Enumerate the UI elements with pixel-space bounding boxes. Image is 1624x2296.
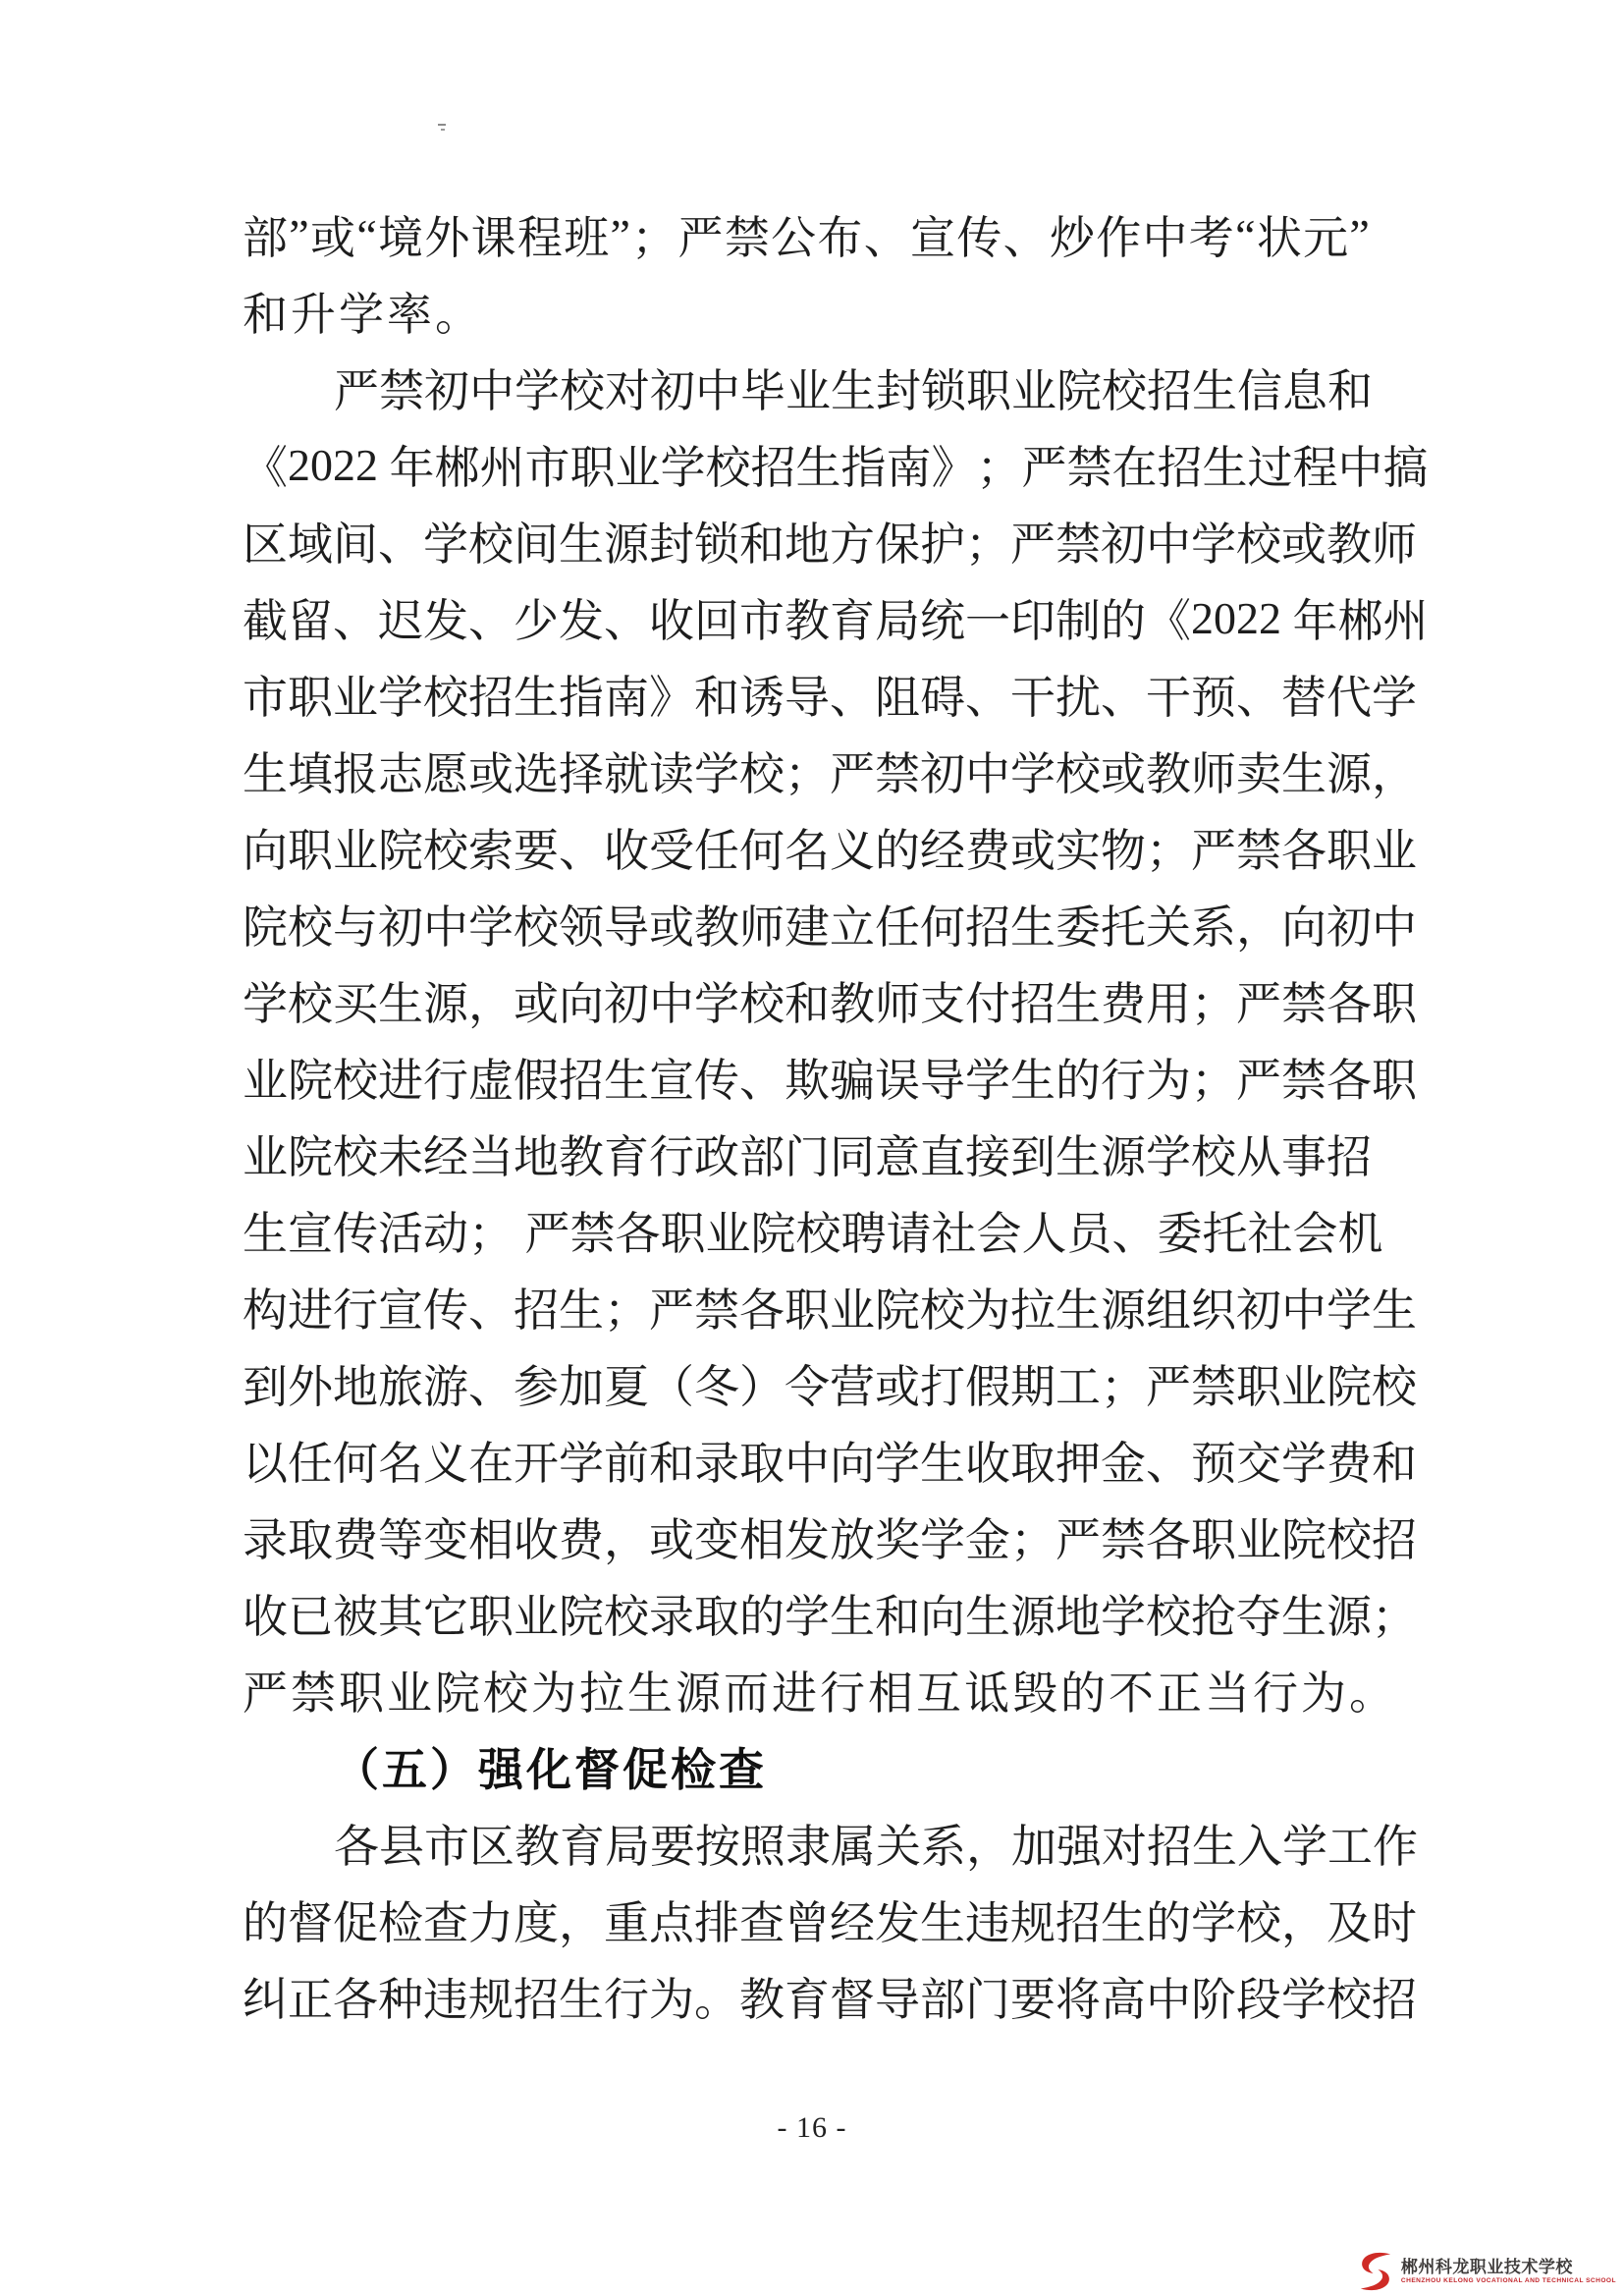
logo-text bbox=[1401, 2258, 1616, 2285]
text-line: 《 2 0 2 2 年 郴 州 市 职 业 学 校 招 生 指 南 》 ； 严 禁 在 招 生 过 程 中 搞 bbox=[243, 439, 1429, 493]
text-line: 学 校 买 生 源 ， 或 向 初 中 学 校 和 教 师 支 付 招 生 费 用 ； 严 禁 各 职 bbox=[243, 979, 1417, 1029]
text-line: 严 禁 职 业 院 校 为 拉 生 源 而 进 行 相 互 诋 毁 的 不 正 当 行 为 。 bbox=[243, 1668, 1394, 1719]
text-line: 向 职 业 院 校 索 要 、 收 受 任 何 名 义 的 经 费 或 实 物 ； 严 禁 各 职 业 bbox=[243, 826, 1417, 876]
text-line: 生 填 报 志 愿 或 选 择 就 读 学 校 ； 严 禁 初 中 学 校 或 教 师 卖 生 源 ， bbox=[243, 749, 1417, 799]
scan-artifact-icon bbox=[438, 124, 450, 136]
text-line: 业 院 校 未 经 当 地 教 育 行 政 部 门 同 意 直 接 到 生 源 学 校 从 事 招 bbox=[243, 1132, 1372, 1182]
text-line: 市 职 业 学 校 招 生 指 南 》 和 诱 导 、 阻 碍 、 干 扰 、 干 预 、 替 代 学 bbox=[243, 673, 1417, 723]
school-logo bbox=[1356, 2252, 1616, 2291]
text-line: 截 留 、 迟 发 、 少 发 、 收 回 市 教 育 局 统 一 印 制 的 《 2 0 2 2 年 郴 州 bbox=[243, 592, 1429, 646]
text-line: 构 进 行 宣 传 、 招 生 ； 严 禁 各 职 业 院 校 为 拉 生 源 组 织 初 中 学 生 bbox=[243, 1285, 1417, 1336]
text-line: 部 ” 或 “ 境 外 课 程 班 ” ； 严 禁 公 布 、 宣 传 、 炒 作 中 考 “ 状 元 ” bbox=[243, 209, 1370, 263]
page-number: - 16 - bbox=[777, 2111, 847, 2144]
text-line: 严 禁 初 中 学 校 对 初 中 毕 业 生 封 锁 职 业 院 校 招 生 信 息 和 bbox=[334, 366, 1373, 416]
school-name-cn: 郴州科龙职业技术学校 bbox=[1400, 2258, 1573, 2276]
text-line: 录 取 费 等 变 相 收 费 ， 或 变 相 发 放 奖 学 金 ； 严 禁 各 职 业 院 校 招 bbox=[243, 1515, 1417, 1565]
text-line: 纠 正 各 种 违 规 招 生 行 为 。 教 育 督 导 部 门 要 将 高 中 阶 段 学 校 招 bbox=[243, 1975, 1417, 2025]
school-name-en: CHENZHOU KELONG VOCATIONAL AND TECHNICAL SCHOOL bbox=[1400, 2277, 1616, 2284]
text-line: 各 县 市 区 教 育 局 要 按 照 隶 属 关 系 ， 加 强 对 招 生 入 学 工 作 bbox=[334, 1822, 1418, 1872]
text-line: 院 校 与 初 中 学 校 领 导 或 教 师 建 立 任 何 招 生 委 托 关 系 ， 向 初 中 bbox=[243, 902, 1417, 953]
text-line: 业 院 校 进 行 虚 假 招 生 宣 传 、 欺 骗 误 导 学 生 的 行 为 ； 严 禁 各 职 bbox=[243, 1056, 1417, 1106]
text-line: 的 督 促 检 查 力 度 ， 重 点 排 查 曾 经 发 生 违 规 招 生 的 学 校 ， 及 时 bbox=[243, 1898, 1417, 1948]
section-heading: （ 五 ） 强 化 督 促 检 查 bbox=[334, 1745, 764, 1795]
text-line: 到 外 地 旅 游 、 参 加 夏 （ 冬 ） 令 营 或 打 假 期 工 ； 严 禁 职 业 院 校 bbox=[243, 1362, 1417, 1412]
text-line: 区 域 间 、 学 校 间 生 源 封 锁 和 地 方 保 护 ； 严 禁 初 中 学 校 或 教 师 bbox=[243, 519, 1417, 570]
text-line: 收 已 被 其 它 职 业 院 校 录 取 的 学 生 和 向 生 源 地 学 校 抢 夺 生 源 ； bbox=[243, 1592, 1417, 1642]
text-line: 生 宣 传 活 动 ； 严 禁 各 职 业 院 校 聘 请 社 会 人 员 、 委 托 社 会 机 bbox=[243, 1209, 1383, 1259]
logo-swoosh-icon bbox=[1356, 2252, 1395, 2291]
text-line: 以 任 何 名 义 在 开 学 前 和 录 取 中 向 学 生 收 取 押 金 、 预 交 学 费 和 bbox=[243, 1439, 1417, 1489]
text-line: 和 升 学 率 。 bbox=[243, 290, 480, 340]
document-body bbox=[243, 196, 1429, 2035]
